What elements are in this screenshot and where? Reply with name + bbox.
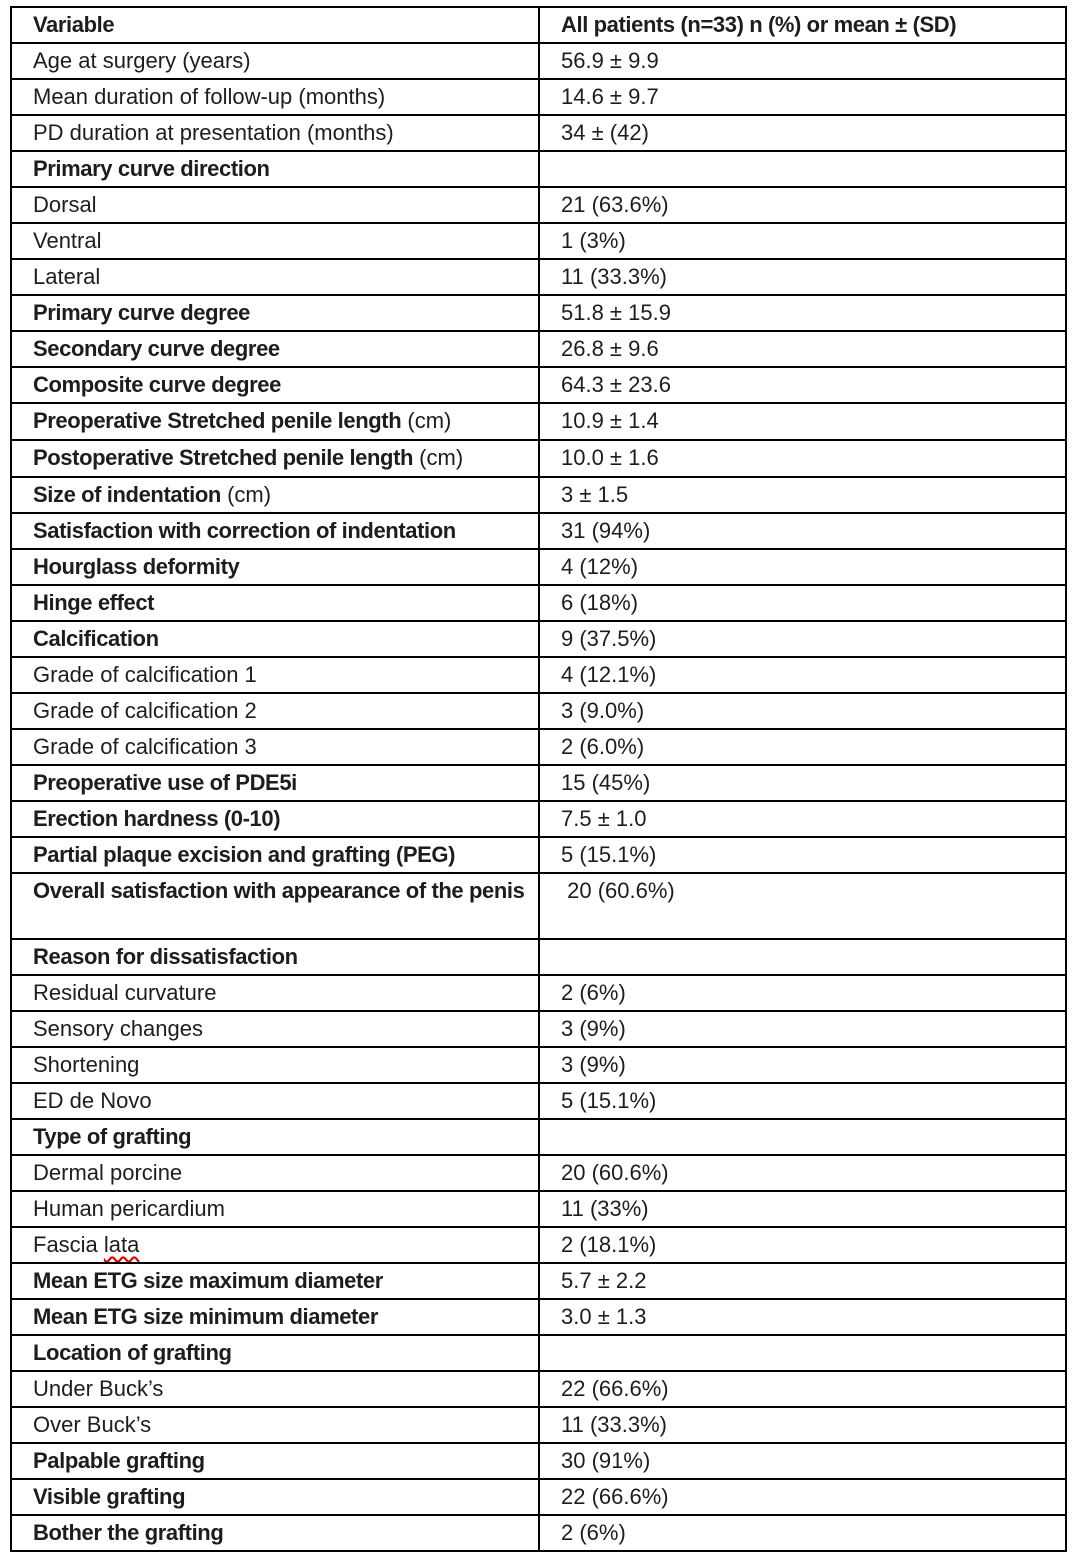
variable-label: Hinge effect [33, 590, 155, 615]
variable-cell [11, 403, 539, 440]
variable-label: Palpable grafting [33, 1448, 205, 1473]
variable-cell [11, 115, 539, 151]
variable-label: Shortening [33, 1052, 140, 1077]
variable-label: Sensory changes [33, 1016, 203, 1041]
value-cell [539, 1119, 1066, 1155]
table-row [11, 151, 1066, 187]
variable-label: Over Buck’s [33, 1412, 152, 1437]
variable-cell [11, 873, 539, 939]
variable-cell [11, 513, 539, 549]
table-row [11, 187, 1066, 223]
value-cell: 11 (33.3%) [539, 1407, 1066, 1443]
value-cell: 9 (37.5%) [539, 621, 1066, 657]
variable-label: Dermal porcine [33, 1160, 183, 1185]
variable-label: Mean duration of follow-up (months) [33, 84, 386, 109]
variable-cell [11, 1119, 539, 1155]
variable-label: Size of indentation [33, 482, 221, 507]
value-cell: 3 ± 1.5 [539, 477, 1066, 513]
value-cell: 10.0 ± 1.6 [539, 440, 1066, 477]
header-all-patients: All patients (n=33) n (%) or mean ± (SD) [539, 7, 1066, 43]
table-row [11, 975, 1066, 1011]
table-row [11, 115, 1066, 151]
variable-cell [11, 1047, 539, 1083]
variable-label: Hourglass deformity [33, 554, 240, 579]
value-cell: 2 (6%) [539, 1515, 1066, 1551]
value-cell [539, 939, 1066, 975]
variable-cell [11, 1479, 539, 1515]
variable-label: Human pericardium [33, 1196, 225, 1221]
variable-cell [11, 1191, 539, 1227]
variable-cell [11, 440, 539, 477]
table-row [11, 873, 1066, 939]
variable-cell [11, 765, 539, 801]
table-row [11, 621, 1066, 657]
table-row [11, 1011, 1066, 1047]
table-row [11, 1191, 1066, 1227]
value-cell: 22 (66.6%) [539, 1371, 1066, 1407]
table-row [11, 1407, 1066, 1443]
patient-characteristics-table [10, 6, 1067, 1552]
table-row [11, 1047, 1066, 1083]
value-cell: 6 (18%) [539, 585, 1066, 621]
table-row [11, 43, 1066, 79]
variable-cell [11, 151, 539, 187]
table-row [11, 801, 1066, 837]
variable-cell [11, 367, 539, 403]
value-cell: 3 (9%) [539, 1011, 1066, 1047]
variable-label: Primary curve degree [33, 300, 251, 325]
value-cell: 2 (18.1%) [539, 1227, 1066, 1263]
value-cell: 56.9 ± 9.9 [539, 43, 1066, 79]
table-row [11, 549, 1066, 585]
variable-label: Lateral [33, 264, 101, 289]
variable-label: Calcification [33, 626, 159, 651]
variable-cell [11, 585, 539, 621]
variable-label: Secondary curve degree [33, 336, 280, 361]
variable-label: Grade of calcification 1 [33, 662, 257, 687]
variable-label: Mean ETG size minimum diameter [33, 1304, 378, 1329]
table-row [11, 585, 1066, 621]
value-cell: 20 (60.6%) [539, 873, 1066, 939]
table-row [11, 1443, 1066, 1479]
variable-cell [11, 1011, 539, 1047]
variable-label: Age at surgery (years) [33, 48, 251, 73]
table-row [11, 223, 1066, 259]
variable-label: Grade of calcification 3 [33, 734, 257, 759]
table-row [11, 1371, 1066, 1407]
table-row [11, 1515, 1066, 1551]
variable-cell [11, 975, 539, 1011]
table-row [11, 259, 1066, 295]
variable-label-word: Fascia [33, 1232, 104, 1257]
variable-label: Satisfaction with correction of indentation [33, 518, 456, 543]
unit-label: (cm) [220, 482, 272, 507]
unit-label: (cm) [401, 408, 452, 433]
variable-cell [11, 1083, 539, 1119]
value-cell: 2 (6%) [539, 975, 1066, 1011]
value-cell: 11 (33.3%) [539, 259, 1066, 295]
variable-cell [11, 477, 539, 513]
header-variable: Variable [11, 7, 539, 43]
value-cell: 15 (45%) [539, 765, 1066, 801]
variable-cell [11, 223, 539, 259]
table-row [11, 440, 1066, 477]
value-cell: 5.7 ± 2.2 [539, 1263, 1066, 1299]
variable-cell [11, 729, 539, 765]
variable-label: ED de Novo [33, 1088, 152, 1113]
variable-cell [11, 79, 539, 115]
table-row [11, 403, 1066, 440]
variable-cell [11, 1227, 539, 1263]
value-cell: 5 (15.1%) [539, 1083, 1066, 1119]
value-cell: 3 (9.0%) [539, 693, 1066, 729]
variable-cell [11, 1155, 539, 1191]
table-row [11, 1299, 1066, 1335]
spellcheck-underlined-word: lata [103, 1232, 140, 1257]
variable-label: Under Buck’s [33, 1376, 164, 1401]
value-cell: 7.5 ± 1.0 [539, 801, 1066, 837]
variable-label: Grade of calcification 2 [33, 698, 257, 723]
table-row [11, 295, 1066, 331]
variable-cell [11, 43, 539, 79]
table-row [11, 939, 1066, 975]
variable-label: Composite curve degree [33, 372, 281, 397]
value-cell: 21 (63.6%) [539, 187, 1066, 223]
variable-cell [11, 1407, 539, 1443]
table-row [11, 1335, 1066, 1371]
value-cell: 34 ± (42) [539, 115, 1066, 151]
variable-cell [11, 693, 539, 729]
value-cell: 3.0 ± 1.3 [539, 1299, 1066, 1335]
table-row [11, 1479, 1066, 1515]
variable-label: Preoperative Stretched penile length [33, 408, 402, 433]
table-header-row [11, 7, 1066, 43]
variable-cell [11, 1371, 539, 1407]
variable-cell [11, 621, 539, 657]
variable-cell [11, 837, 539, 873]
value-cell: 51.8 ± 15.9 [539, 295, 1066, 331]
table-row [11, 657, 1066, 693]
table-row [11, 1227, 1066, 1263]
value-cell: 1 (3%) [539, 223, 1066, 259]
value-cell: 26.8 ± 9.6 [539, 331, 1066, 367]
value-cell: 30 (91%) [539, 1443, 1066, 1479]
variable-label: Partial plaque excision and grafting (PEG) [33, 842, 456, 867]
variable-cell [11, 657, 539, 693]
value-cell: 64.3 ± 23.6 [539, 367, 1066, 403]
table-row [11, 1263, 1066, 1299]
value-cell: 11 (33%) [539, 1191, 1066, 1227]
table-row [11, 367, 1066, 403]
unit-label: (cm) [413, 445, 464, 470]
value-cell: 3 (9%) [539, 1047, 1066, 1083]
table-row [11, 331, 1066, 367]
value-cell: 14.6 ± 9.7 [539, 79, 1066, 115]
value-cell: 22 (66.6%) [539, 1479, 1066, 1515]
variable-cell [11, 1443, 539, 1479]
value-cell: 10.9 ± 1.4 [539, 403, 1066, 440]
variable-label [33, 1232, 139, 1257]
variable-cell [11, 331, 539, 367]
variable-label: Bother the grafting [33, 1520, 224, 1545]
value-cell: 4 (12.1%) [539, 657, 1066, 693]
variable-label: Residual curvature [33, 980, 217, 1005]
variable-cell [11, 1263, 539, 1299]
value-cell: 31 (94%) [539, 513, 1066, 549]
variable-label: PD duration at presentation (months) [33, 120, 394, 145]
table-row [11, 729, 1066, 765]
table-row [11, 1083, 1066, 1119]
value-cell [539, 151, 1066, 187]
variable-label: Visible grafting [33, 1484, 186, 1509]
variable-label: Postoperative Stretched penile length [33, 445, 414, 470]
value-cell: 4 (12%) [539, 549, 1066, 585]
variable-label: Ventral [33, 228, 102, 253]
value-cell: 20 (60.6%) [539, 1155, 1066, 1191]
variable-cell [11, 549, 539, 585]
variable-cell [11, 801, 539, 837]
table-row [11, 1155, 1066, 1191]
value-cell: 2 (6.0%) [539, 729, 1066, 765]
variable-label: Primary curve direction [33, 156, 270, 181]
variable-label: Erection hardness (0-10) [33, 806, 281, 831]
value-cell [539, 1335, 1066, 1371]
table-row [11, 1119, 1066, 1155]
variable-label: Location of grafting [33, 1340, 232, 1365]
table-row [11, 693, 1066, 729]
variable-cell [11, 1299, 539, 1335]
table-body [11, 7, 1066, 1551]
variable-cell [11, 187, 539, 223]
variable-label: Dorsal [33, 192, 97, 217]
variable-cell [11, 939, 539, 975]
variable-label: Mean ETG size maximum diameter [33, 1268, 383, 1293]
variable-label: Reason for dissatisfaction [33, 944, 298, 969]
variable-label: Preoperative use of PDE5i [33, 770, 297, 795]
table-row [11, 513, 1066, 549]
table-row [11, 477, 1066, 513]
table-row [11, 837, 1066, 873]
table-row [11, 765, 1066, 801]
value-cell: 5 (15.1%) [539, 837, 1066, 873]
variable-cell [11, 1515, 539, 1551]
variable-cell [11, 259, 539, 295]
variable-label: Type of grafting [33, 1124, 192, 1149]
variable-label: Overall satisfaction with appearance of the penis [33, 878, 525, 903]
variable-cell [11, 295, 539, 331]
table-row [11, 79, 1066, 115]
variable-cell [11, 1335, 539, 1371]
